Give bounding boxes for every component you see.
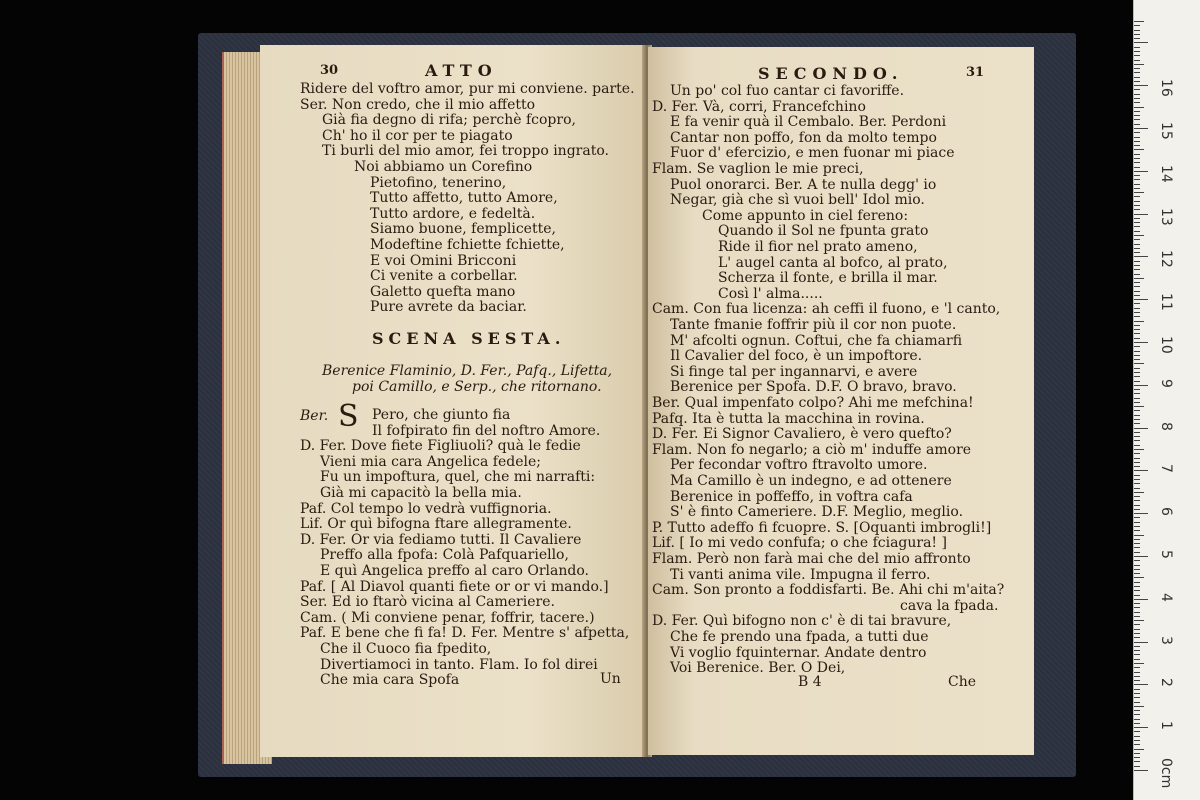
text-line: Ride il fior nel prato ameno, <box>718 239 918 255</box>
ruler-tick <box>1134 171 1148 172</box>
ruler-tick <box>1134 590 1140 591</box>
ruler-tick <box>1134 25 1140 26</box>
scene-title: SCENA SESTA. <box>372 329 566 348</box>
text-line: Cam. Con fua licenza: ah ceffi il fuono, e 'l canto, <box>652 301 1001 318</box>
ruler-tick <box>1134 753 1140 754</box>
ruler-tick <box>1134 410 1140 411</box>
text-line: Cantar non poffo, fon da molto tempo <box>670 129 937 146</box>
ruler-tick <box>1134 440 1140 441</box>
ruler-tick <box>1134 218 1140 219</box>
ruler-tick <box>1134 526 1140 527</box>
text-line: S' è finto Cameriere. D.F. Meglio, meglio. <box>670 504 964 521</box>
ruler-number: 5 <box>1158 550 1174 559</box>
ruler-tick <box>1134 154 1140 155</box>
ruler-tick <box>1134 428 1148 429</box>
ruler-tick <box>1134 667 1140 668</box>
ruler-tick <box>1134 282 1140 283</box>
ruler-tick <box>1134 659 1140 660</box>
text-line: Quando il Sol ne fpunta grato <box>718 223 929 240</box>
ruler-tick <box>1134 629 1140 630</box>
ruler-tick <box>1134 355 1140 356</box>
ruler-tick <box>1134 500 1140 501</box>
ruler-tick <box>1134 60 1140 61</box>
text-line: Così l' alma..... <box>718 285 823 302</box>
ruler-tick <box>1134 697 1140 698</box>
ruler-tick <box>1134 338 1140 339</box>
text-line: Ma Camillo è un indegno, e ad ottenere <box>670 473 952 489</box>
ruler-tick <box>1134 346 1140 347</box>
text-line: E fa venir quà il Cembalo. Ber. Perdoni <box>670 114 947 131</box>
ruler-number: 10 <box>1158 336 1174 354</box>
ruler-tick <box>1134 372 1140 373</box>
ruler-tick <box>1134 94 1140 95</box>
ruler-tick <box>1134 466 1140 467</box>
ruler-tick <box>1134 530 1140 531</box>
ruler-tick <box>1134 291 1140 292</box>
ruler-tick <box>1134 607 1140 608</box>
text-line: Fu un impoftura, quel, che mi narrafti: <box>320 469 596 486</box>
ruler-tick <box>1134 128 1148 129</box>
stage-direction-2: poi Camillo, e Serp., che ritornano. <box>352 379 602 395</box>
ruler-tick <box>1134 479 1140 480</box>
ruler-number: 1 <box>1158 721 1174 731</box>
ruler-tick <box>1134 689 1140 690</box>
ruler-tick <box>1134 42 1148 43</box>
ruler-tick <box>1134 470 1148 471</box>
ruler-tick <box>1134 141 1140 142</box>
text-line: Flam. Non fo negarlo; a ciò m' induffe amore <box>652 441 972 458</box>
text-line: Voi Berenice. Ber. O Dei, <box>670 660 846 677</box>
ruler-tick <box>1134 565 1140 566</box>
drop-cap: S <box>338 399 359 434</box>
ruler-tick <box>1134 77 1140 78</box>
ruler-tick <box>1134 599 1148 600</box>
text-line: Noi abbiamo un Corefino <box>354 159 533 175</box>
ruler-tick <box>1134 714 1140 715</box>
ruler-tick <box>1134 462 1140 463</box>
text-line: E quì Angelica preffo al caro Orlando. <box>320 563 589 579</box>
ruler-tick <box>1134 436 1140 437</box>
ruler-tick <box>1134 286 1140 287</box>
ruler-number: 15 <box>1158 122 1174 140</box>
ruler-tick <box>1134 192 1144 193</box>
ruler-tick <box>1134 488 1140 489</box>
ruler-tick <box>1134 47 1140 48</box>
ruler-tick <box>1134 351 1140 352</box>
ruler-tick <box>1134 308 1140 309</box>
ruler-tick <box>1134 569 1140 570</box>
ruler-tick <box>1134 509 1140 510</box>
ruler-tick <box>1134 278 1144 279</box>
ruler-tick <box>1134 586 1140 587</box>
ruler-tick <box>1134 85 1148 86</box>
text-line: D. Fer. Quì bifogno non c' è di tai bravure, <box>652 613 952 630</box>
text-line: Ci venite a corbellar. <box>370 268 518 285</box>
text-line: Ber. Qual impenfato colpo? Ahi me mefchina! <box>652 395 974 411</box>
ruler-tick <box>1134 34 1140 35</box>
ruler-tick <box>1134 406 1144 407</box>
stage-direction-1: Berenice Flaminio, D. Fer., Pafq., Lifetta, <box>322 363 613 379</box>
ruler-tick <box>1134 158 1140 159</box>
ruler-number: 7 <box>1158 464 1174 474</box>
ruler-tick <box>1134 475 1140 476</box>
ruler-tick <box>1134 766 1140 767</box>
ruler-tick <box>1134 209 1140 210</box>
ruler-tick <box>1134 453 1140 454</box>
ruler-tick <box>1134 402 1140 403</box>
signature-mark: B 4 <box>798 674 822 690</box>
ruler-tick <box>1134 419 1140 420</box>
ruler-tick <box>1134 68 1140 69</box>
left-catchword: Un <box>600 671 621 687</box>
right-catchword: Che <box>948 674 977 690</box>
text-line: Flam. Però non farà mai che del mio affronto <box>652 551 971 567</box>
ruler-tick <box>1134 577 1144 578</box>
ruler-tick <box>1134 226 1140 227</box>
ruler-tick <box>1134 393 1140 394</box>
ruler-tick <box>1134 214 1148 215</box>
text-line: D. Fer. Dove fiete Figliuoli? quà le fedie <box>300 438 581 455</box>
text-line: Paf. Col tempo lo vedrà vuffignoria. <box>300 500 552 517</box>
ruler-tick <box>1134 111 1140 112</box>
text-line: Berenice in poffeffo, in voftra cafa <box>670 488 913 505</box>
ruler-number: 8 <box>1158 421 1174 431</box>
text-line: Tante fmanie foffrir più il cor non puote. <box>670 317 957 333</box>
text-line: Lif. [ Io mi vedo confufa; o che fciagura! ] <box>652 535 947 552</box>
text-line: Galetto quefta mano <box>370 283 516 300</box>
text-line: Come appunto in ciel fereno: <box>702 207 909 224</box>
text-line: Paf. E bene che fi fa! D. Fer. Mentre s' afpetta, <box>300 625 630 642</box>
text-line: Siamo buone, femplicette, <box>370 221 556 238</box>
ruler-tick <box>1134 560 1140 561</box>
text-line: Ti burli del mio amor, fei troppo ingrato. <box>322 143 609 160</box>
left-page-number: 30 <box>320 63 339 78</box>
text-line: Già fia degno di rifa; perchè fcopro, <box>322 112 576 129</box>
ruler-tick <box>1134 633 1140 634</box>
ruler-tick <box>1134 505 1140 506</box>
ruler-tick <box>1134 196 1140 197</box>
ruler-tick <box>1134 680 1140 681</box>
ruler-tick <box>1134 710 1140 711</box>
ruler-tick <box>1134 573 1140 574</box>
ruler-tick <box>1134 359 1140 360</box>
ruler-tick <box>1134 299 1148 300</box>
text-line: Un po' col fuo cantar ci favoriffe. <box>670 83 905 99</box>
ruler-number: 6 <box>1158 507 1174 517</box>
ruler-tick <box>1134 612 1140 613</box>
ruler-tick <box>1134 723 1140 724</box>
ruler-tick <box>1134 398 1140 399</box>
ruler-tick <box>1134 124 1140 125</box>
text-line: Cam. ( Mi conviene penar, foffrir, tacere.) <box>300 609 595 626</box>
ruler-unit-label: 0cm <box>1158 758 1174 789</box>
text-line: Preffo alla fpofa: Colà Pafquariello, <box>320 547 569 564</box>
ruler-tick <box>1134 119 1140 120</box>
ruler-tick <box>1134 201 1140 202</box>
text-line: Lif. Or quì bifogna ftare allegramente. <box>300 516 572 533</box>
ruler-tick <box>1134 244 1140 245</box>
right-page-number: 31 <box>966 65 985 80</box>
ruler-tick <box>1134 642 1148 643</box>
text-line: Berenice per Spofa. D.F. O bravo, bravo. <box>670 379 957 396</box>
ruler-tick <box>1134 235 1144 236</box>
text-line: Tutto affetto, tutto Amore, <box>370 190 558 207</box>
ruler-tick <box>1134 727 1148 728</box>
text-line: Che il Cuoco fia fpedito, <box>320 641 492 657</box>
ruler-tick <box>1134 184 1140 185</box>
text-line: D. Fer. Và, corri, Francefchino <box>652 98 866 115</box>
ruler-tick <box>1134 761 1140 762</box>
ruler-tick <box>1134 81 1140 82</box>
ruler-tick <box>1134 513 1148 514</box>
text-line: Ridere del voftro amor, pur mi conviene. parte. <box>300 81 635 97</box>
text-line: Vi voglio fquinternar. Andate dentro <box>670 644 927 661</box>
ruler-tick <box>1134 261 1140 262</box>
ruler-tick <box>1134 731 1140 732</box>
text-line: Ch' ho il cor per te piagato <box>322 127 513 144</box>
ruler-tick <box>1134 740 1140 741</box>
ruler-tick <box>1134 252 1140 253</box>
text-line: D. Fer. Or via fediamo tutti. Il Cavaliere <box>300 531 582 548</box>
ruler-tick <box>1134 757 1140 758</box>
ruler-tick <box>1134 102 1140 103</box>
ruler-tick <box>1134 145 1140 146</box>
ruler-number: 2 <box>1158 678 1174 688</box>
ruler-number: 14 <box>1158 164 1174 183</box>
text-line: Vieni mia cara Angelica fedele; <box>320 453 541 470</box>
text-line: Divertiamoci in tanto. Flam. Io fol direi <box>320 656 598 673</box>
ruler-tick <box>1134 492 1144 493</box>
right-running-header: SECONDO. <box>758 64 904 83</box>
ruler-number: 3 <box>1158 635 1174 645</box>
ruler-tick <box>1134 706 1144 707</box>
ruler-tick <box>1134 89 1140 90</box>
ruler-tick <box>1134 517 1140 518</box>
ruler-tick <box>1134 149 1144 150</box>
text-line: Pure avrete da baciar. <box>370 299 527 316</box>
right-page <box>648 47 1034 755</box>
ruler-tick <box>1134 702 1140 703</box>
ruler-tick <box>1134 321 1144 322</box>
text-line: cava la fpada. <box>900 597 999 614</box>
ruler-tick <box>1134 535 1144 536</box>
text-line: Cam. Son pronto a foddisfarti. Be. Ahi chi m'aita? <box>652 582 1005 599</box>
text-line: Si finge tal per ingannarvi, e avere <box>670 363 918 380</box>
ruler-tick <box>1134 30 1140 31</box>
text-line: Scherza il fonte, e brilla il mar. <box>718 270 938 287</box>
text-line: Che mia cara Spofa <box>320 672 460 689</box>
ruler-number: 9 <box>1158 378 1174 388</box>
ruler-number: 13 <box>1158 207 1174 226</box>
ruler-tick <box>1134 303 1140 304</box>
text-line: Per fecondar voftro ftravolto umore. <box>670 457 928 474</box>
ruler-tick <box>1134 175 1140 176</box>
ruler-tick <box>1134 432 1140 433</box>
ruler-tick <box>1134 98 1140 99</box>
text-line: Ser. Non credo, che il mio affetto <box>300 96 536 113</box>
ruler-tick <box>1134 115 1140 116</box>
ruler-tick <box>1134 316 1140 317</box>
ruler-tick <box>1134 676 1140 677</box>
text-line: Ti vanti anima vile. Impugna il ferro. <box>670 566 931 583</box>
ruler-tick <box>1134 295 1140 296</box>
ruler-number: 16 <box>1158 79 1174 98</box>
ruler-tick <box>1134 162 1140 163</box>
ruler-tick <box>1134 556 1148 557</box>
ruler-tick <box>1134 522 1140 523</box>
ruler-tick <box>1134 749 1144 750</box>
ruler-tick <box>1134 415 1140 416</box>
text-line: Puol onorarci. Ber. A te nulla degg' io <box>670 176 937 193</box>
ruler-tick <box>1134 423 1140 424</box>
text-line: M' afcolti ognun. Coftui, che fa chiamarfi <box>670 332 963 349</box>
ruler-tick <box>1134 167 1140 168</box>
ruler-tick <box>1134 21 1144 22</box>
ruler-tick <box>1134 333 1140 334</box>
text-line: Ser. Ed io ftarò vicina al Cameriere. <box>300 594 555 611</box>
ruler-tick <box>1134 265 1140 266</box>
text-line: Flam. Se vaglion le mie preci, <box>652 161 864 177</box>
measurement-ruler <box>1133 0 1200 800</box>
ruler-tick <box>1134 132 1140 133</box>
ruler-tick <box>1134 231 1140 232</box>
ruler-tick <box>1134 389 1140 390</box>
ruler-tick <box>1134 582 1140 583</box>
ruler-tick <box>1134 137 1140 138</box>
ruler-tick <box>1134 672 1140 673</box>
text-line: Pafq. Ita è tutta la macchina in rovina. <box>652 410 925 427</box>
ruler-tick <box>1134 552 1140 553</box>
ruler-tick <box>1134 269 1140 270</box>
ruler-tick <box>1134 381 1140 382</box>
text-line: Fuor d' efercizio, e men fuonar mi piace <box>670 145 955 162</box>
ruler-tick <box>1134 188 1140 189</box>
ruler-tick <box>1134 449 1144 450</box>
left-running-header: ATTO <box>425 61 498 80</box>
ruler-tick <box>1134 693 1140 694</box>
ruler-tick <box>1134 205 1140 206</box>
ruler-tick <box>1134 179 1140 180</box>
ruler-tick <box>1134 64 1144 65</box>
ruler-tick <box>1134 603 1140 604</box>
text-line: Pietofino, tenerino, <box>370 174 507 191</box>
text-line: L' augel canta al bofco, al prato, <box>718 254 948 271</box>
text-line: Tutto ardore, e fedeltà. <box>370 205 536 222</box>
ruler-tick <box>1134 325 1140 326</box>
ruler-number: 11 <box>1158 293 1174 312</box>
ruler-tick <box>1134 107 1144 108</box>
ruler-tick <box>1134 616 1140 617</box>
text-line: Pero, che giunto fia <box>372 407 511 423</box>
ruler-tick <box>1134 736 1140 737</box>
ruler-tick <box>1134 637 1140 638</box>
ruler-tick <box>1134 72 1140 73</box>
ruler-tick <box>1134 547 1140 548</box>
ruler-tick <box>1134 376 1140 377</box>
ruler-tick <box>1134 684 1148 685</box>
text-line: Negar, già che sì vuoi bell' Idol mio. <box>670 192 925 209</box>
text-line: E voi Omini Bricconi <box>370 252 517 269</box>
ruler-tick <box>1134 650 1140 651</box>
ruler-tick <box>1134 55 1140 56</box>
ruler-tick <box>1134 543 1140 544</box>
ruler-tick <box>1134 222 1140 223</box>
ruler-tick <box>1134 38 1140 39</box>
ruler-number: 12 <box>1158 250 1174 269</box>
speaker-ber: Ber. <box>300 408 329 424</box>
text-line: Paf. [ Al Diavol quanti fiete or or vi mando.] <box>300 578 609 595</box>
ruler-number: 4 <box>1158 592 1174 602</box>
ruler-tick <box>1134 770 1148 771</box>
ruler-tick <box>1134 363 1144 364</box>
ruler-tick <box>1134 329 1140 330</box>
ruler-tick <box>1134 51 1140 52</box>
ruler-tick <box>1134 539 1140 540</box>
ruler-tick <box>1134 595 1140 596</box>
ruler-tick <box>1134 385 1148 386</box>
ruler-tick <box>1134 483 1140 484</box>
text-line: Modeftine fchiette fchiette, <box>370 237 565 253</box>
ruler-tick <box>1134 646 1140 647</box>
text-line: D. Fer. Ei Signor Cavaliero, è vero quefto? <box>652 426 952 443</box>
ruler-tick <box>1134 248 1140 249</box>
ruler-tick <box>1134 654 1140 655</box>
ruler-tick <box>1134 744 1140 745</box>
ruler-tick <box>1134 663 1144 664</box>
ruler-tick <box>1134 312 1140 313</box>
ruler-tick <box>1134 496 1140 497</box>
text-line: Che fe prendo una fpada, a tutti due <box>670 629 929 645</box>
ruler-tick <box>1134 368 1140 369</box>
ruler-tick <box>1134 719 1140 720</box>
ruler-tick <box>1134 342 1148 343</box>
ruler-tick <box>1134 620 1144 621</box>
text-line: Già mi capacitò la bella mia. <box>320 485 522 501</box>
text-line: Il Cavalier del foco, è un impoftore. <box>670 348 923 365</box>
text-line: Il fofpirato fin del noftro Amore. <box>372 422 601 439</box>
ruler-tick <box>1134 445 1140 446</box>
ruler-tick <box>1134 239 1140 240</box>
ruler-tick <box>1134 458 1140 459</box>
left-page <box>260 45 646 757</box>
text-line: P. Tutto adeffo fi fcuopre. S. [Oquanti imbrogli!] <box>652 519 992 536</box>
ruler-tick <box>1134 256 1148 257</box>
ruler-tick <box>1134 274 1140 275</box>
ruler-tick <box>1134 624 1140 625</box>
